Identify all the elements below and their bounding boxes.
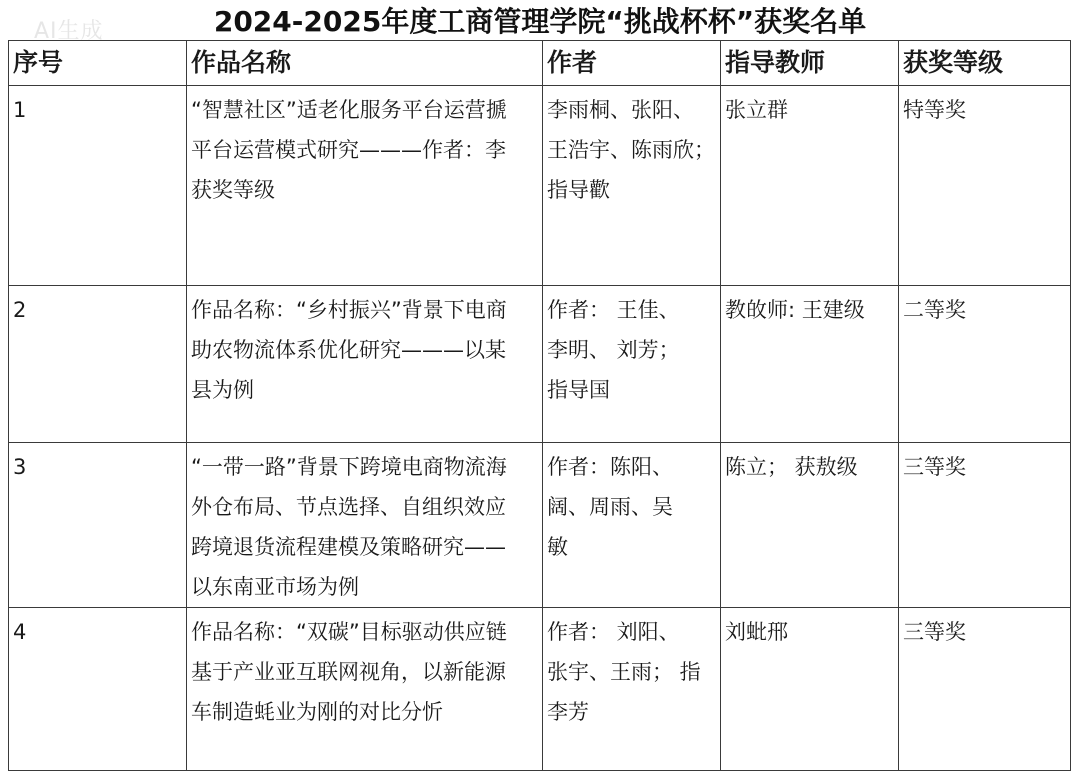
cell-award-level: 二等奖 — [899, 286, 1071, 443]
cell-work-title — [187, 286, 543, 443]
cell-advisor: 教敀师: 王建级 — [721, 286, 899, 443]
cell-number: 3 — [9, 443, 187, 608]
authors-line: 阔、周雨、吴 — [547, 495, 673, 519]
authors-line: 李芳 — [547, 700, 589, 724]
authors-line: 指导国 — [547, 378, 610, 402]
header-advisor: 指导教师 — [721, 41, 899, 86]
work-title-line: 获奖等级 — [191, 178, 275, 202]
work-title-line: “智慧社区”适老化服务平台运营搋 — [191, 98, 507, 122]
cell-advisor: 陈立； 获敖级 — [721, 443, 899, 608]
header-work-title: 作品名称 — [187, 41, 543, 86]
table-row — [9, 286, 1071, 443]
authors-line: 指导歡 — [547, 178, 610, 202]
table-row — [9, 86, 1071, 286]
header-number: 序号 — [9, 41, 187, 86]
authors-line: 敏 — [547, 535, 568, 559]
authors-line: 作者： 刘阳、 — [547, 620, 680, 644]
cell-award-level: 特等奖 — [899, 86, 1071, 286]
work-title-line: 助农物流体系优化研究———以某 — [191, 338, 506, 362]
authors-line: 作者： 王佳、 — [547, 298, 680, 322]
cell-advisor: 张立群 — [721, 86, 899, 286]
cell-number: 4 — [9, 608, 187, 771]
work-title-line: “一带一路”背景下跨境电商物流海 — [191, 455, 507, 479]
work-title-line: 以东南亚市场为例 — [191, 575, 359, 599]
work-title-line: 作品名称：“乡村振兴”背景下电商 — [191, 298, 507, 322]
cell-authors — [543, 608, 721, 771]
cell-number: 1 — [9, 86, 187, 286]
cell-award-level: 三等奖 — [899, 608, 1071, 771]
work-title-line: 跨境退货流程建模及策略研究—— — [191, 535, 506, 559]
header-row — [9, 41, 1071, 86]
page-title: 2024-2025年度工商管理学院“挑战杯杯”获奖名单 — [213, 5, 867, 38]
cell-advisor: 刘蚍郉 — [721, 608, 899, 771]
cell-award-level: 三等奖 — [899, 443, 1071, 608]
work-title-line: 基于产业亚互联网视角，以新能源 — [191, 660, 506, 684]
work-title-line: 车制造蚝业为刚的对比分忻 — [191, 700, 443, 724]
cell-number: 2 — [9, 286, 187, 443]
authors-line: 作者：陈阳、 — [547, 455, 673, 479]
cell-work-title — [187, 443, 543, 608]
work-title-line: 县为例 — [191, 378, 254, 402]
work-title-line: 外仓布局、节点选择、自组织效应 — [191, 495, 506, 519]
work-title-line: 作品名称：“双碳”目标驱动供应链 — [191, 620, 507, 644]
authors-line: 李明、 刘芳； — [547, 338, 680, 362]
table-row — [9, 443, 1071, 608]
cell-authors — [543, 443, 721, 608]
cell-work-title — [187, 608, 543, 771]
work-title-line: 平台运营模式研究———作者：李 — [191, 138, 506, 162]
cell-work-title — [187, 86, 543, 286]
ai-watermark: AI生成 — [34, 19, 104, 44]
table-row — [9, 608, 1071, 771]
header-award-level: 获奖等级 — [899, 41, 1071, 86]
authors-line: 王浩宇、陈雨欣； — [547, 138, 715, 162]
header-authors: 作者 — [543, 41, 721, 86]
authors-line: 张宇、王雨； 指 — [547, 660, 701, 684]
cell-authors — [543, 286, 721, 443]
authors-line: 李雨桐、张阳、 — [547, 98, 694, 122]
award-table — [8, 40, 1071, 771]
cell-authors — [543, 86, 721, 286]
